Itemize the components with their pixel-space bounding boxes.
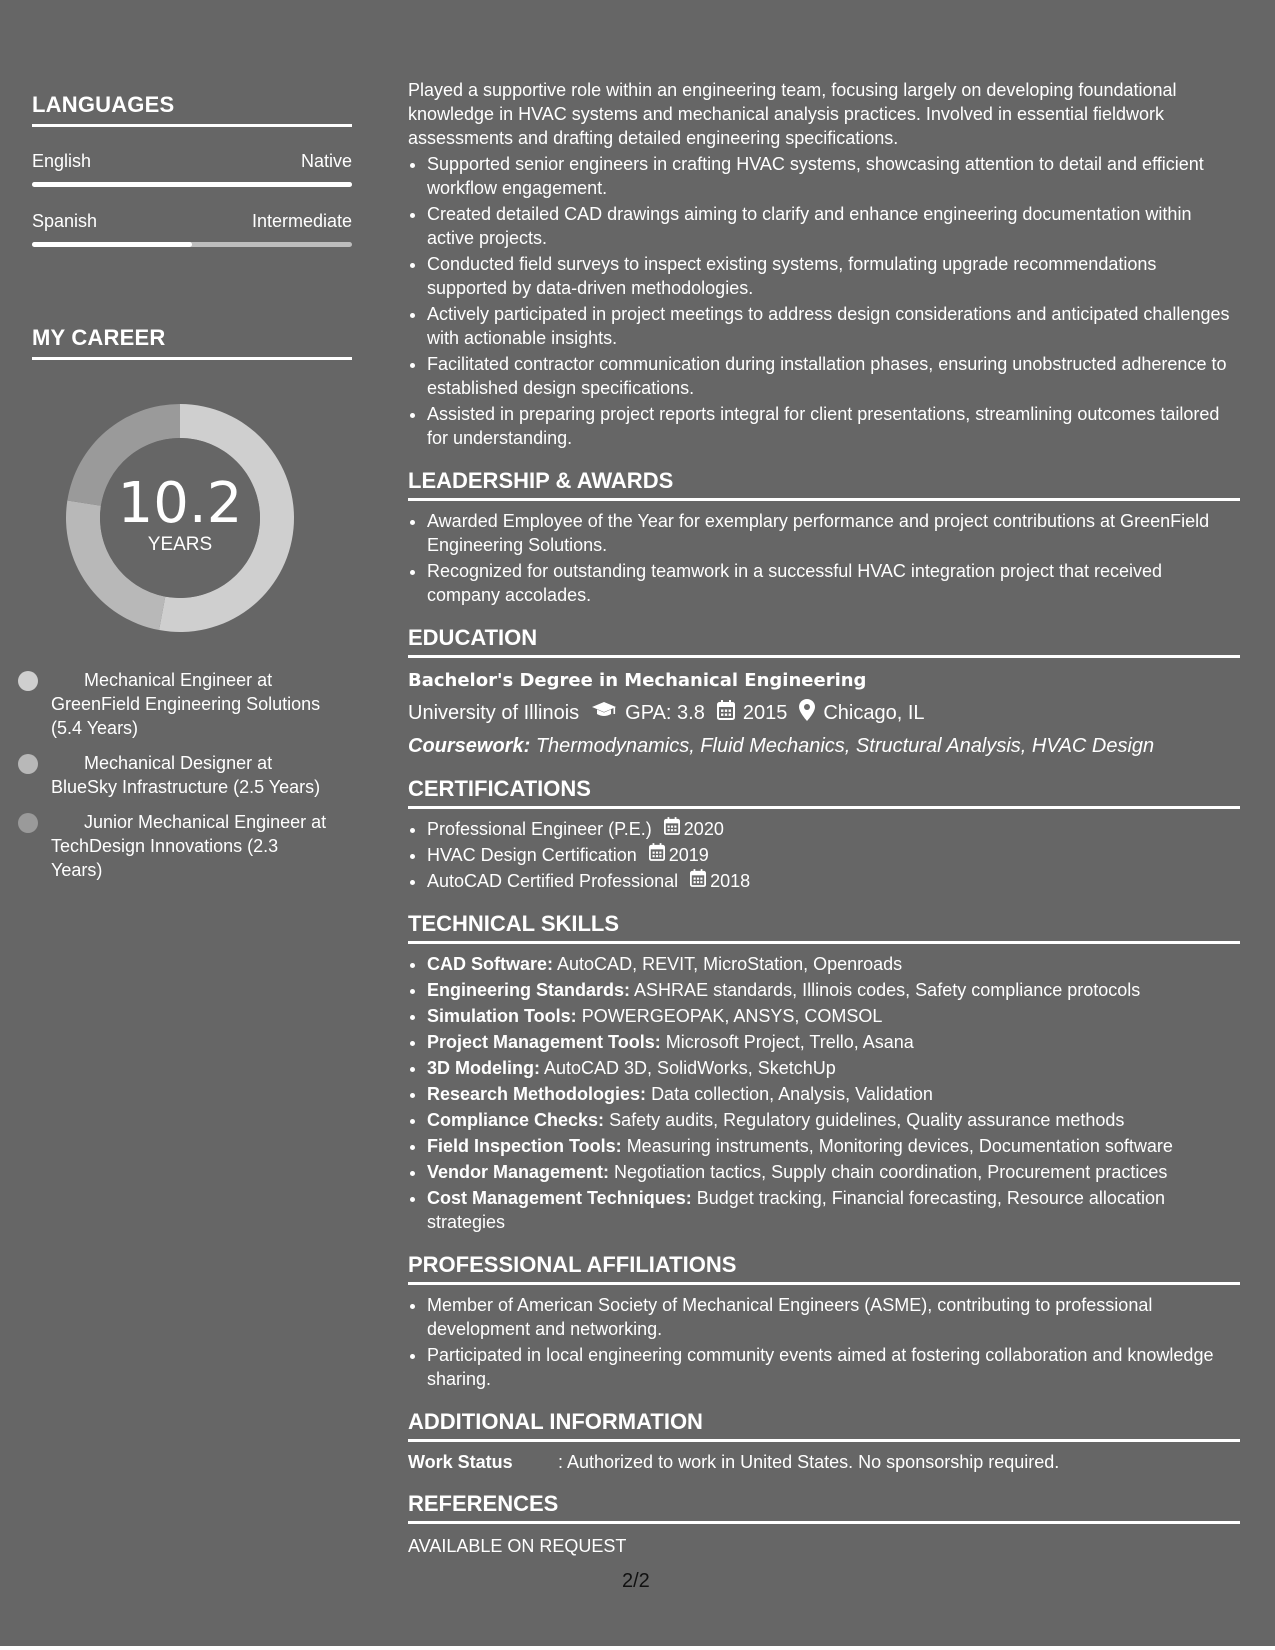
certification-year: 2020: [683, 819, 724, 839]
certification-name: • AutoCAD Certified Professional: [427, 871, 679, 891]
calendar-icon: [649, 843, 665, 867]
skill-item: [427, 1108, 1240, 1132]
leadership-item: • Recognized for outstanding teamwork in a successful HVAC integration project that received company accolades.: [427, 559, 1240, 607]
coursework-label: Coursework:: [408, 735, 531, 757]
skill-label: Project Management Tools:: [427, 1032, 661, 1052]
calendar-icon: [664, 817, 680, 841]
language-row: [32, 151, 352, 172]
language-level-bar: [32, 182, 352, 187]
career-item-text: Mechanical Engineer at GreenField Engineering Solutions (5.4 Years): [51, 670, 321, 738]
certification-row: [427, 843, 709, 867]
graduation-cap-icon: [591, 701, 617, 725]
school-name: University of Illinois: [408, 701, 580, 724]
language-level: Intermediate: [251, 211, 352, 231]
skill-value: AutoCAD, REVIT, MicroStation, Openroads: [557, 954, 903, 974]
career-item: [51, 668, 331, 740]
education-details: [408, 699, 1240, 727]
career-legend-dot: [18, 671, 38, 691]
experience-bullet: • Conducted field surveys to inspect existing systems, formulating upgrade recommendations supported by data-driven methodologies.: [427, 252, 1240, 300]
skill-value: Measuring instruments, Monitoring devices, Documentation software: [626, 1136, 1173, 1156]
skills-heading: TECHNICAL SKILLS: [408, 911, 1240, 944]
certification-year: 2018: [710, 871, 751, 891]
experience-bullet: • Assisted in preparing project reports integral for client presentations, streamlining outcomes tailored for understanding.: [427, 402, 1240, 450]
skill-label: Field Inspection Tools:: [427, 1136, 622, 1156]
education-section: [408, 625, 1240, 758]
references-section: [408, 1491, 1240, 1557]
gpa: GPA: 3.8: [625, 701, 705, 724]
leadership-item: • Awarded Employee of the Year for exemplary performance and project contributions at GreenField Engineering Solutions.: [427, 509, 1240, 557]
sidebar: [32, 92, 352, 893]
skill-item: [427, 1030, 1240, 1054]
page-number: 2/2: [622, 1570, 650, 1592]
languages-list: [32, 151, 352, 247]
skill-label: Cost Management Techniques:: [427, 1188, 692, 1208]
coursework: [408, 735, 1240, 758]
language-level-fill: [32, 182, 352, 187]
career-item: [51, 751, 331, 799]
leadership-list: [408, 509, 1240, 607]
career-legend-dot: [18, 813, 38, 833]
certifications-section: [408, 776, 1240, 893]
leadership-heading: LEADERSHIP & AWARDS: [408, 468, 1240, 501]
language-name: Spanish: [32, 211, 98, 231]
references-heading: REFERENCES: [408, 1491, 1240, 1524]
degree-title: Bachelor's Degree in Mechanical Engineering: [408, 670, 867, 691]
skill-label: Compliance Checks:: [427, 1110, 605, 1130]
certification-item: [427, 817, 1240, 841]
additional-info-section: [408, 1409, 1240, 1473]
career-total-years: 10.2: [117, 471, 243, 536]
work-status-value: : Authorized to work in United States. No sponsorship required.: [558, 1452, 1060, 1472]
references-text: AVAILABLE ON REQUEST: [408, 1536, 627, 1556]
language-level: Native: [300, 151, 352, 171]
skill-label: CAD Software:: [427, 954, 554, 974]
skill-label: Vendor Management:: [427, 1162, 610, 1182]
skill-label: Simulation Tools:: [427, 1006, 577, 1026]
experience-bullet: • Facilitated contractor communication during installation phases, ensuring unobstructed adherence to established design specifications.: [427, 352, 1240, 400]
skill-value: Microsoft Project, Trello, Asana: [665, 1032, 914, 1052]
map-pin-icon: [799, 699, 815, 727]
calendar-icon: [690, 869, 706, 893]
certification-row: [427, 817, 724, 841]
coursework-list: Thermodynamics, Fluid Mechanics, Structural Analysis, HVAC Design: [535, 735, 1155, 757]
skill-item: [427, 1134, 1240, 1158]
graduation-year: 2015: [742, 701, 788, 724]
certification-row: [427, 869, 750, 893]
career-donut-chart: [66, 404, 294, 632]
skill-item: [427, 1160, 1240, 1184]
career-heading: MY CAREER: [32, 325, 352, 360]
affiliation-item: • Member of American Society of Mechanical Engineers (ASME), contributing to professional development and networking.: [427, 1293, 1240, 1341]
skill-item: [427, 1186, 1240, 1234]
skill-value: Budget tracking, Financial forecasting, Resource allocation strategies: [427, 1188, 1165, 1232]
skills-list: [408, 952, 1240, 1234]
language-level-fill: [32, 242, 192, 247]
certification-name: • Professional Engineer (P.E.): [427, 819, 652, 839]
language-row: [32, 211, 352, 232]
skill-label: Engineering Standards:: [427, 980, 631, 1000]
career-item: [51, 810, 331, 882]
affiliations-section: [408, 1252, 1240, 1391]
experience-bullet: • Created detailed CAD drawings aiming to clarify and enhance engineering documentation within active projects.: [427, 202, 1240, 250]
main-content: [408, 78, 1240, 1557]
certifications-list: [408, 817, 1240, 893]
skill-item: [427, 952, 1240, 976]
certification-item: [427, 843, 1240, 867]
skill-item: [427, 1004, 1240, 1028]
skill-value: ASHRAE standards, Illinois codes, Safety compliance protocols: [634, 980, 1141, 1000]
experience-bullet: • Supported senior engineers in crafting HVAC systems, showcasing attention to detail and efficient workflow engagement.: [427, 152, 1240, 200]
skill-value: Negotiation tactics, Supply chain coordination, Procurement practices: [614, 1162, 1168, 1182]
skill-label: 3D Modeling:: [427, 1058, 540, 1078]
language-name: English: [32, 151, 92, 171]
affiliations-list: [408, 1293, 1240, 1391]
calendar-icon: [717, 700, 735, 726]
affiliation-item: • Participated in local engineering community events aimed at fostering collaboration and knowledge sharing.: [427, 1343, 1240, 1391]
languages-heading: LANGUAGES: [32, 92, 352, 127]
career-item-text: Junior Mechanical Engineer at TechDesign Innovations (2.3 Years): [51, 812, 327, 880]
career-legend-dot: [18, 754, 38, 774]
work-status-row: [408, 1452, 1240, 1473]
skill-item: [427, 1082, 1240, 1106]
experience-bullets: [408, 152, 1240, 450]
work-status-label: Work Status: [408, 1452, 513, 1472]
skill-value: Safety audits, Regulatory guidelines, Quality assurance methods: [609, 1110, 1125, 1130]
skill-item: [427, 978, 1240, 1002]
career-item-text: Mechanical Designer at BlueSky Infrastructure (2.5 Years): [51, 753, 321, 797]
certification-item: [427, 869, 1240, 893]
affiliations-heading: PROFESSIONAL AFFILIATIONS: [408, 1252, 1240, 1285]
additional-info-heading: ADDITIONAL INFORMATION: [408, 1409, 1240, 1442]
school-location: Chicago, IL: [823, 701, 925, 724]
certification-name: • HVAC Design Certification: [427, 845, 637, 865]
skills-section: [408, 911, 1240, 1234]
certifications-heading: CERTIFICATIONS: [408, 776, 1240, 809]
skill-label: Research Methodologies:: [427, 1084, 647, 1104]
skill-value: AutoCAD 3D, SolidWorks, SketchUp: [544, 1058, 836, 1078]
certification-year: 2019: [668, 845, 709, 865]
skill-value: POWERGEOPAK, ANSYS, COMSOL: [581, 1006, 883, 1026]
skill-value: Data collection, Analysis, Validation: [651, 1084, 933, 1104]
language-level-bar: [32, 242, 352, 247]
experience-intro: Played a supportive role within an engineering team, focusing largely on developing foundational knowledge in HVAC systems and mechanical analysis practices. Involved in essential fieldwork assessments and drafting detailed engineering specifications.: [408, 80, 1177, 148]
leadership-section: [408, 468, 1240, 607]
career-total-unit: YEARS: [147, 534, 213, 555]
education-heading: EDUCATION: [408, 625, 1240, 658]
experience-bullet: • Actively participated in project meetings to address design considerations and anticipated challenges with actionable insights.: [427, 302, 1240, 350]
skill-item: [427, 1056, 1240, 1080]
career-list: [32, 668, 331, 882]
donut-center: [66, 404, 294, 632]
